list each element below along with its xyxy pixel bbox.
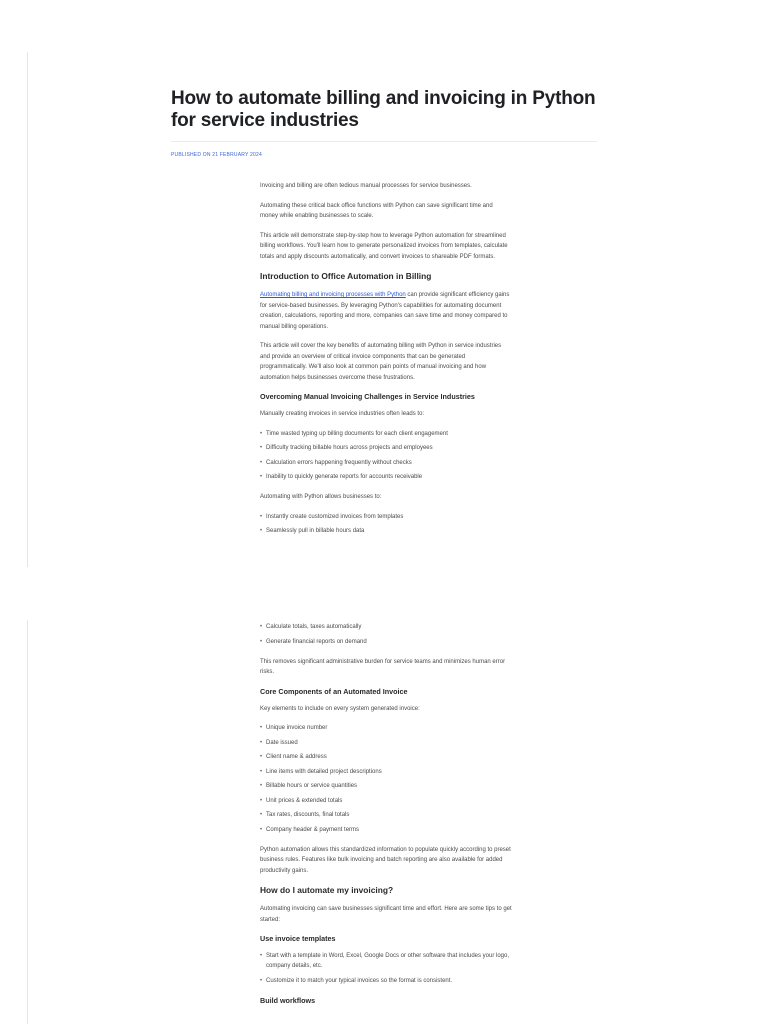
subsection-heading: Overcoming Manual Invoicing Challenges in Service Industries (260, 392, 475, 401)
paragraph: This article will cover the key benefits of automating billing with Python in service industries and provide an overview of critical invoice components that can be generated programmatically. We'll also look at common pain points of manual invoicing and how automation helps businesses overcome these frustrations. (260, 343, 502, 381)
article-body-page-1 (260, 181, 512, 546)
list-item: • Calculation errors happening frequently without checks (260, 458, 512, 468)
paragraph-text: can provide significant efficiency gains for service-based businesses. By leveraging Python's capabilities for automating document creation, calculations, reporting and more, companies can save time and money compared to manual billing operations. (260, 292, 510, 330)
list-item: • Billable hours or service quantities (260, 781, 512, 791)
list-item: • Unit prices & extended totals (260, 796, 512, 806)
paragraph: Manually creating invoices in service industries often leads to: (260, 411, 425, 417)
list-item: • Line items with detailed project descriptions (260, 767, 512, 777)
benefits-list-continued (260, 622, 512, 647)
list-item: • Start with a template in Word, Excel, Google Docs or other software that includes your logo, company details, etc. (260, 951, 512, 971)
paragraph: Python automation allows this standardized information to populate quickly according to preset business rules. Features like bulk invoicing and batch reporting are also available for added productivity gains. (260, 846, 511, 874)
list-item: • Unique invoice number (260, 723, 512, 733)
subsection-heading: Build workflows (260, 995, 316, 1005)
paragraph: This article will demonstrate step-by-step how to leverage Python automation for streamlined billing workflows. You'll learn how to generate personalized invoices from templates, calculate totals and apply discounts automatically, and convert invoices to shareable PDF formats. (260, 232, 508, 260)
article-title: How to automate billing and invoicing in Python for service industries (171, 88, 596, 131)
intro-link[interactable]: Automating billing and invoicing processes with Python (260, 292, 406, 298)
list-item: • Tax rates, discounts, final totals (260, 810, 512, 820)
paragraph: Invoicing and billing are often tedious manual processes for service businesses. (260, 183, 472, 189)
list-item: • Customize it to match your typical invoices so the format is consistent. (260, 976, 512, 986)
paragraph: This removes significant administrative burden for service teams and minimizes human error risks. (260, 658, 506, 675)
section-heading: Introduction to Office Automation in Billing (260, 271, 432, 281)
list-item: • Inability to quickly generate reports for accounts receivable (260, 472, 512, 482)
paragraph (260, 290, 512, 332)
subsection-heading: Core Components of an Automated Invoice (260, 686, 408, 696)
benefits-list (260, 512, 512, 537)
list-item: • Date issued (260, 738, 512, 748)
list-item: • Seamlessly pull in billable hours data (260, 526, 512, 536)
article-body-page-2 (260, 622, 512, 1013)
title-divider (171, 141, 597, 142)
list-item: • Company header & payment terms (260, 825, 512, 835)
published-date: PUBLISHED ON 21 FEBRUARY 2024 (171, 152, 262, 158)
list-item: • Instantly create customized invoices from templates (260, 512, 512, 522)
templates-tips-list (260, 951, 512, 986)
list-item: • Difficulty tracking billable hours across projects and employees (260, 443, 512, 453)
list-item: • Generate financial reports on demand (260, 637, 512, 647)
list-item: • Time wasted typing up billing documents for each client engagement (260, 429, 512, 439)
paragraph: Key elements to include on every system generated invoice: (260, 705, 420, 712)
list-item: • Calculate totals, taxes automatically (260, 622, 512, 632)
components-list (260, 723, 512, 835)
paragraph: Automating these critical back office functions with Python can save significant time and money while enabling businesses to scale. (260, 202, 493, 219)
paragraph: Automating with Python allows businesses to: (260, 494, 382, 500)
list-item: • Client name & address (260, 752, 512, 762)
page-left-rule (27, 620, 28, 1024)
subsection-heading: Use invoice templates (260, 934, 336, 943)
page-left-rule (27, 52, 28, 567)
challenges-list (260, 429, 512, 483)
paragraph: Automating invoicing can save businesses significant time and effort. Here are some tips to get started: (260, 906, 512, 923)
section-heading: How do I automate my invoicing? (260, 885, 394, 895)
